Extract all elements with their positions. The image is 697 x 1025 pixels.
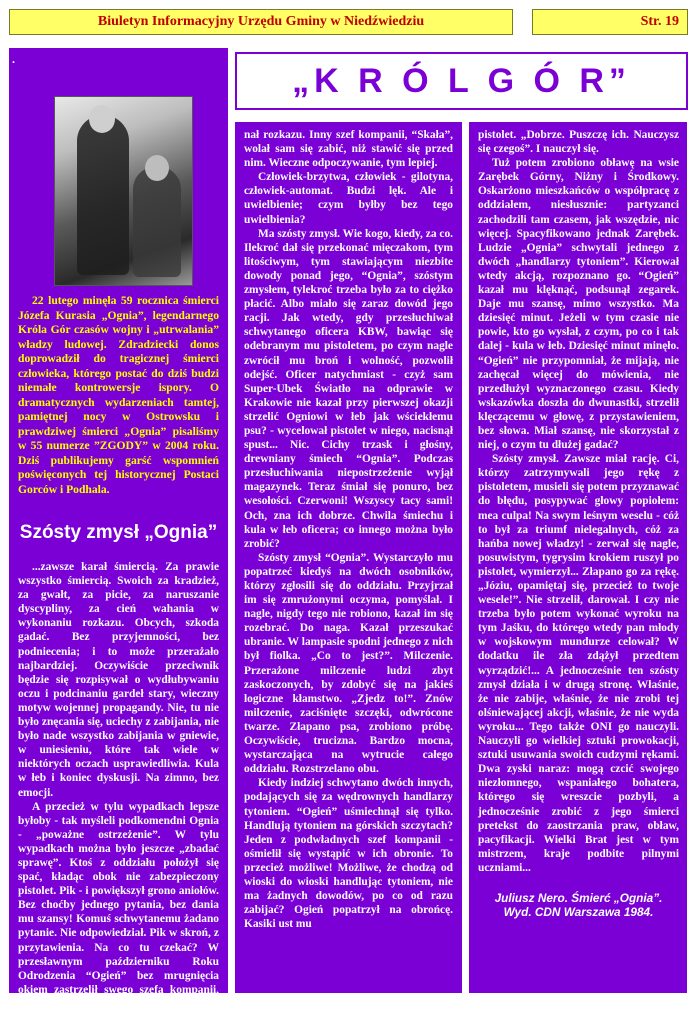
- column-dot: .: [12, 52, 15, 66]
- article-title: „K R Ó L G Ó R”: [235, 52, 688, 110]
- paragraph: pistolet. „Dobrze. Puszczę ich. Nauczysz się czegoś”. I nauczył się.: [478, 129, 679, 156]
- partisan-photo: [54, 96, 193, 286]
- credit-author: Juliusz Nero. Śmierć „Ognia”.: [494, 890, 663, 905]
- left-body: [18, 560, 219, 1025]
- paragraph: Ma szósty zmysł. Wie kogo, kiedy, za co. Ilekroć dał się przekonać mięczakom, tym litościwym, tym stawiającym niezbite dowody ponad jego, “Ognia”, szóstym zmysłem, tylekroć trzeba było za to ciężko płacić. Albo miało się zaraz dowód jego racji. Jak wtedy, gdy przesłuchiwał schwytanego oficera KBW, bawiąc się odebranym mu pistoletem, po czym nagle zwrócił mu broń i wolność, pozwolił odejść. Oficer natychmiast - czyż sam Super-Ubek Światło na odprawie w Krakowie nie kazał przy pierwszej okazji strzelić Ogniowi w łeb jak wściekłemu psu? - wycelował pistolet w niego, nacisnął spust... Nic. Cichy trzask i głośny, drewniany śmiech “Ognia”. Podczas przesłuchiwania niepostrzeżenie wyjął magazynek. Teraz śmiał się ponuro, bez wesołości. Czerwoni! Wszyscy tacy sami! Och, zna ich dobrze. Chwila śmiechu i kula w łeb oficera; co innego można było zrobić?: [244, 227, 453, 550]
- source-credit: [478, 891, 679, 919]
- credit-publisher: Wyd. CDN Warszawa 1984.: [503, 904, 654, 919]
- middle-column: [235, 122, 462, 993]
- bulletin-title: Biuletyn Informacyjny Urzędu Gminy w Niedźwiedziu: [9, 9, 513, 35]
- right-column: [469, 122, 687, 993]
- paragraph: A przecież w tylu wypadkach lepsze byłoby - tak myśleli podkomendni Ognia - „poważne ostrzeżenie”. W tylu wypadkach można było jeszcze „zbadać sprawę”. Ktoś z oddziału położył się spać, kładąc obok nie zabezpieczony pistolet. Pik - i powiększył grono aniołów. Bez choćby jednego pytania, bez dania mu szansy! Komuś schwytanemu żadano pytanie. Nie odpowiedział. Pik w skroń, z przytawienia. Na co tu czekać? W przesławnym październiku Roku Odrodzenia “Ogień” bez mrugnięcia okiem zastrzelił swego szefa kompanii, świetnego dowódcę, niemal przyjaciela, „Łosia”. Nie wyko-: [18, 800, 219, 1024]
- photo-figure-seated: [133, 167, 181, 277]
- paragraph: Tuż potem zrobiono obławę na wsie Zarębek Górny, Niżny i Środkowy. Oskarżono mieszkańców o współpracę z oddziałem, niesłusznie: partyzanci zachodzili tam czasem, jak wszędzie, nic więcej. Spacyfikowano jednak Zarębek. Ludzie „Ognia” schwytali jednego z dwóch „handlarzy tytoniem”. Kierował wtedy akcją, rozpoznano go. “Ogień” kazał mu klęknąć, podsunął zegarek. Daje mu szansę, mimo wszystko. Ma dziesięć minut. Jeżeli w tym czasie nie powie, kto go wysłał, z czym, po co i tak dalej - kula w łeb. Dziesięć minut minęło. “Ogień” nie przypomniał, że mijają, nie zachęcał więcej do mówienia, nie przedłużył wyznaczonego czasu. Kiedy wskazówka doszła do dwunastki, strzelił klęczącemu w głowę, z przystawieniem, bez słowa. Miał szansę, nie skorzystał z niej, o czym tu dłużej gadać?: [478, 157, 679, 452]
- paragraph: Szósty zmysł “Ognia”. Wystarczyło mu popatrzeć kiedyś na dwóch osobników, którzy zgłosili się do oddziału. Przyjrzał im się zmrużonymi oczyma, pomyślał. I nagle, nigdy tego nie robiono, kazał im się rozebrać. Do naga. Kazał przeszukać ubranie. W lampasie spodni jednego z nich był fiolka. „Co to jest?”. Milczenie. Przerażone milczenie ludzi zbyt zaskoczonych, by zdobyć się na jakieś logiczne kłamstwo. „Zjedz to!”. Znów milczenie, zaciśnięte szczęki, odwrócone twarze. Złapano psa, zrobiono próbę. Oczywiście, trucizna. Bardzo mocna, wystarczająca na wytrucie całego oddziału. Rozstrzelano obu.: [244, 551, 453, 776]
- paragraph: Człowiek-brzytwa, człowiek - gilotyna, człowiek-automat. Budzi lęk. Ale i uwielbienie; czym byłby bez tego uwielbienia?: [244, 171, 453, 226]
- photo-figure-head: [89, 105, 115, 133]
- paragraph: Szósty zmysł. Zawsze miał rację. Ci, którzy zatrzymywali jego rękę z pistoletem, musieli się potem przyznawać do błędu, posypywać głowy popiołem: mea culpa! Na swym leśnym weselu - cóż to był za triumf nielegalnych, cóż za hańba nowej władzy! - zerwał się nagle, posuwistym, tygrysim krokiem ruszył po pistolet, wymierzył... Złapano go za rękę. „Józiu, opamiętaj się, przecież to twoje wesele!”. Nie strzelił, darował. I czy nie trzeba było potem wykonać wyroku na tym Jaśku, do którego wtedy pan młody w wojskowym mundurze celował? W dodatku ile zła zdążył przedtem wyrządzić!... A jednocześnie ten szósty zmysł działa i w drugą stronę. Właśnie, że nie zabije, właśnie, że nie zrobi tej olśniewającej akcji, właśnie, że nie wyda wyroku... Tego także ONI go nauczyli. Nauczyli go wielkiej sztuki prowokacji, sztuki usuwania swoich cudzymi rękami. Dwa zyski naraz: mogą czcić swojego niezłomnego, wspaniałego bohatera, którego się wreszcie pozbyli, a jednocześnie zrobić z jego śmierci pretekst do zaostrzania praw, obław, pacyfikacji. Wielki Brat jest w tym mistrzem, kraje podbite pilnymi uczniami...: [478, 453, 679, 874]
- left-column: [9, 48, 228, 1024]
- photo-figure-standing: [77, 115, 129, 275]
- intro-text: 22 lutego minęła 59 rocznica śmierci Józefa Kurasia „Ognia”, legendarnego Króla Gór czasów wojny i „utrwalania” władzy ludowej. Zdradziecki donos doprowadził do tragicznej śmierci człowieka, którego postać do dziś budzi niemałe kontrowersje ispory. O dramatycznych wydarzeniach tamtej, pamiętnej nocy w Ostrowsku i prawdziwej śmierci „Ognia” pisaliśmy w 55 numerze ”ZGODY” w 2004 roku. Dziś publikujemy garść wspomnień poświęconych tej historycznej Postaci Gorców i Podhala.: [18, 294, 219, 496]
- paragraph: ...zawsze karał śmiercią. Za prawie wszystko śmiercią. Swoich za kradzież, za gwałt, za picie, za naruszanie dyscypliny, za cień wahania w wykonaniu rozkazu. Obcych, szkoda gadać. Bez przyjemności, bez podniecenia; i to może przerażało najbardziej. Oczywiście przeciwnik będzie się rozpisywał o wydłubywaniu oczu i podcinaniu gardeł stary, wieczny motyw wojennej propagandy. Nie, tu nie było znęcania się, uciechy z zabijania, nie było nade wszystko zabijania w gniewie, w uniesieniu, które tak wiele w niektórych oczach usprawiedliwia. Kula w łeb i koniec dyskusji. Na zimno, bez emocji.: [18, 561, 219, 799]
- paragraph: nał rozkazu. Inny szef kompanii, “Skała”, wolał sam się zabić, niż stawić się przed nim. Wieczne odpoczywanie, tym lepiej.: [244, 129, 453, 170]
- paragraph: Kiedy indziej schwytano dwóch innych, podających się za wędrownych handlarzy tytoniem. “Ogień” uśmiechnął się tylko. Handlują tytoniem na górskich szczytach? Jeden z podwładnych szef kompanii - ośmielił się wystąpić w ich obronie. To przecież możliwe! Możliwe, że chodzą od wioski do wioski handlując tytoniem, nie ma żadnych dowodów, po co od razu zabijać? Ogień popatrzył na obrońcę. Kasiki ust mu: [244, 777, 453, 931]
- page-number: Str. 19: [532, 9, 688, 35]
- photo-figure-head: [145, 155, 169, 181]
- section-title: Szósty zmysł „Ognia”: [19, 522, 218, 543]
